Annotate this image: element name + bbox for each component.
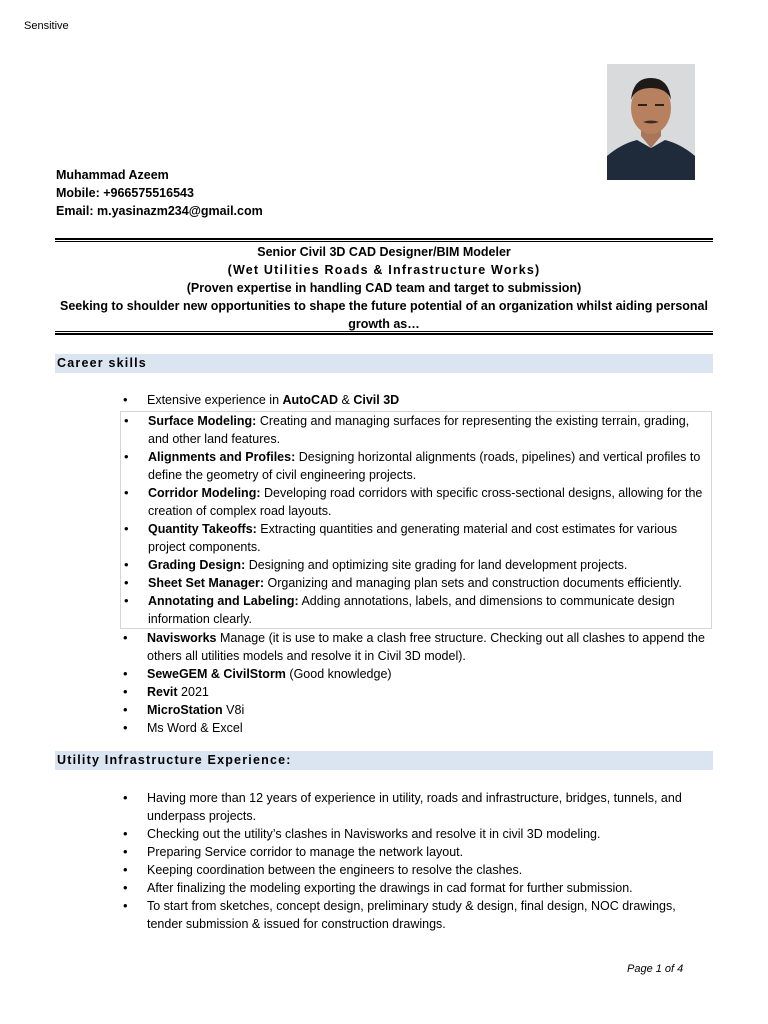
list-item: • Annotating and Labeling: Adding annotations, labels, and dimensions to communicate design information clearly. [121, 592, 711, 628]
career-skills-list [120, 391, 712, 737]
headline-block [56, 243, 712, 333]
list-item: • Revit 2021 [120, 683, 712, 701]
contact-block [56, 166, 263, 220]
list-item: • Quantity Takeoffs: Extracting quantities and generating material and cost estimates for various project components. [121, 520, 711, 556]
list-item: • Sheet Set Manager: Organizing and managing plan sets and construction documents efficiently. [121, 574, 711, 592]
page-number: Page 1 of 4 [627, 963, 684, 975]
bottom-rule [55, 333, 713, 335]
list-item: • Extensive experience in AutoCAD & Civil 3D [120, 391, 712, 409]
utility-experience-list [120, 789, 712, 933]
list-item: • Grading Design: Designing and optimizing site grading for land development projects. [121, 556, 711, 574]
top-rule [55, 238, 713, 240]
list-item: • Corridor Modeling: Developing road corridors with specific cross-sectional designs, allowing for the creation of complex road layouts. [121, 484, 711, 520]
utility-experience-heading: Utility Infrastructure Experience: [55, 751, 713, 770]
top-rule-thin [55, 241, 713, 242]
candidate-name: Muhammad Azeem [56, 168, 169, 182]
job-title: Senior Civil 3D CAD Designer/BIM Modeler [257, 245, 511, 259]
civil3d-skills-box [120, 411, 712, 629]
sensitivity-label: Sensitive [24, 20, 69, 32]
list-item: • Surface Modeling: Creating and managing surfaces for representing the existing terrain, grading, and other land features. [121, 412, 711, 448]
objective: Seeking to shoulder new opportunities to shape the future potential of an organization whilst aiding personal growth as… [60, 299, 708, 331]
list-item: • Keeping coordination between the engineers to resolve the clashes. [120, 861, 712, 879]
list-item: • To start from sketches, concept design, preliminary study & design, final design, NOC drawings, tender submission & issued for construction drawings. [120, 897, 712, 933]
list-item: • MicroStation V8i [120, 701, 712, 719]
job-subtitle: (Wet Utilities Roads & Infrastructure Works) [227, 263, 541, 277]
mobile-number: Mobile: +966575516543 [56, 186, 194, 200]
list-item: • Navisworks Manage (it is use to make a clash free structure. Checking out all clashes to append the others all utilities models and resolve it in Civil 3D model). [120, 629, 712, 665]
email-address: Email: m.yasinazm234@gmail.com [56, 204, 263, 218]
tagline: (Proven expertise in handling CAD team and target to submission) [186, 281, 582, 295]
list-item: • Having more than 12 years of experience in utility, roads and infrastructure, bridges, tunnels, and underpass projects. [120, 789, 712, 825]
list-item: • Ms Word & Excel [120, 719, 712, 737]
list-item: • Alignments and Profiles: Designing horizontal alignments (roads, pipelines) and vertical profiles to define the geometry of civil engineering projects. [121, 448, 711, 484]
list-item: • After finalizing the modeling exporting the drawings in cad format for further submission. [120, 879, 712, 897]
bottom-rule-thin [55, 331, 713, 332]
list-item: • SeweGEM & CivilStorm (Good knowledge) [120, 665, 712, 683]
career-skills-heading: Career skills [55, 354, 713, 373]
list-item: • Checking out the utility’s clashes in Navisworks and resolve it in civil 3D modeling. [120, 825, 712, 843]
list-item: • Preparing Service corridor to manage the network layout. [120, 843, 712, 861]
profile-photo [607, 64, 695, 180]
